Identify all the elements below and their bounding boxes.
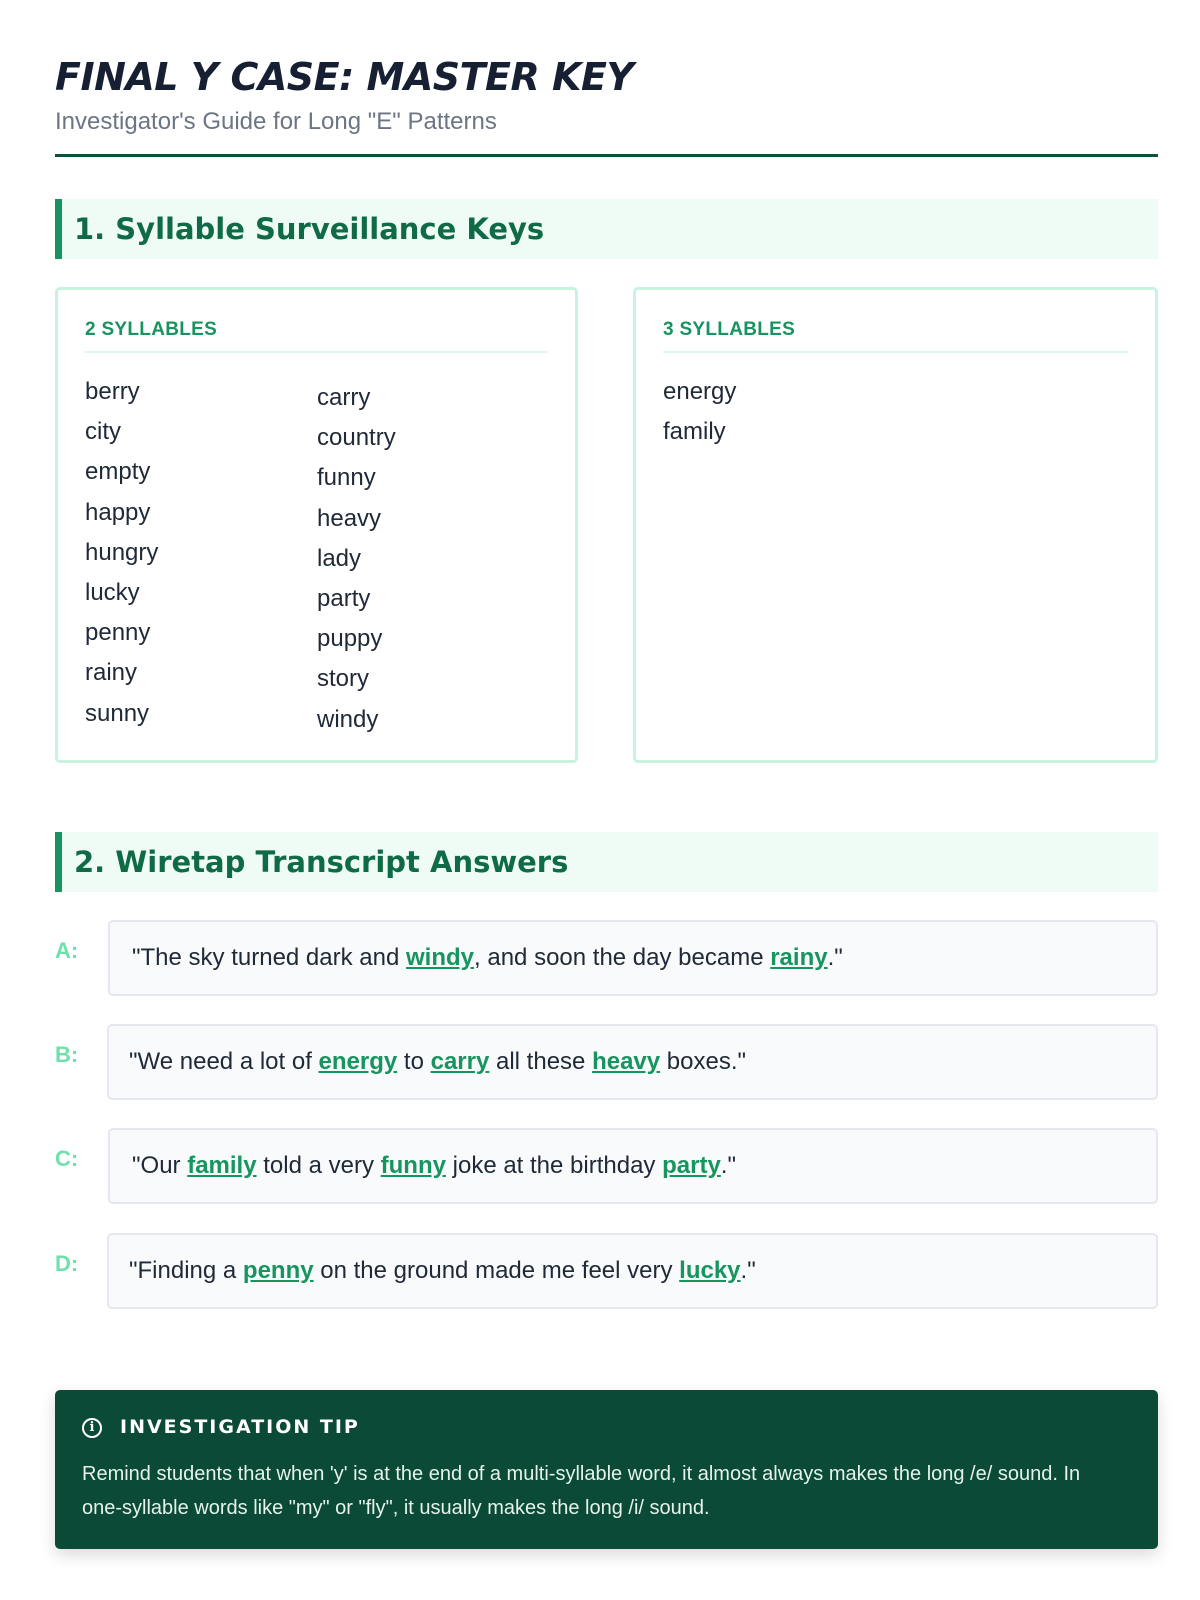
sentence-fragment: , and soon the day became — [474, 944, 771, 971]
sentence-text — [132, 1152, 736, 1180]
three-syllables-panel — [633, 287, 1158, 763]
sentence-fragment: ." — [720, 1152, 736, 1179]
word-item: story — [317, 665, 370, 693]
word-item: heavy — [317, 504, 382, 532]
sentence-fragment: joke at the birthday — [445, 1152, 663, 1179]
answer-letter: C: — [55, 1146, 79, 1171]
word-item: hungry — [85, 538, 159, 566]
answer-row-c — [55, 1128, 1158, 1206]
answer-row-a — [55, 920, 1158, 998]
tip-title: INVESTIGATION TIP — [120, 1416, 360, 1438]
answer-letter: D: — [55, 1251, 79, 1276]
answer-sentence — [108, 920, 1158, 996]
panel-divider — [85, 351, 548, 353]
sentence-fragment: ." — [827, 944, 843, 971]
word-item: puppy — [317, 625, 383, 653]
investigation-tip-box — [55, 1390, 1158, 1549]
word-column — [85, 378, 158, 740]
answer-keyword: carry — [430, 1048, 490, 1075]
word-item: empty — [85, 458, 151, 486]
two-syllables-panel — [55, 287, 578, 763]
word-item: windy — [317, 705, 379, 733]
answer-keyword: energy — [318, 1048, 398, 1075]
sentence-fragment: "Finding a — [129, 1257, 243, 1284]
word-item: carry — [317, 384, 371, 411]
section-heading-syllable-keys — [55, 199, 1158, 259]
word-item: happy — [85, 498, 151, 526]
answer-keyword: rainy — [770, 944, 828, 971]
sentence-fragment: on the ground made me feel very — [313, 1257, 680, 1284]
page-subtitle: Investigator's Guide for Long "E" Patterns — [55, 108, 497, 135]
section-heading-text: 1. Syllable Surveillance Keys — [74, 212, 545, 246]
answer-sentence — [107, 1233, 1158, 1309]
panel-divider — [663, 351, 1128, 353]
answer-keyword: heavy — [592, 1048, 661, 1075]
info-icon: i — [82, 1418, 102, 1438]
sentence-fragment: all these — [489, 1048, 593, 1075]
sentence-fragment: ." — [740, 1257, 756, 1284]
word-item: lucky — [85, 578, 140, 606]
sentence-fragment: told a very — [256, 1152, 381, 1179]
sentence-text — [132, 944, 843, 972]
word-item: family — [663, 418, 726, 446]
answer-letter: B: — [55, 1042, 79, 1067]
word-item: country — [317, 424, 396, 452]
word-item: lady — [317, 544, 362, 572]
sentence-fragment: boxes." — [660, 1048, 747, 1075]
page-title: FINAL Y CASE: MASTER KEY — [55, 55, 634, 99]
section-heading-wiretap-answers — [55, 832, 1158, 892]
answer-sentence — [108, 1128, 1158, 1204]
word-item: energy — [663, 378, 737, 405]
word-item: party — [317, 584, 371, 612]
tip-text: Remind students that when 'y' is at the end of a multi-syllable word, it almost always makes the long /e/ sound. In one-syllable words like "my" or "fly", it usually makes the long /i/ sound. — [82, 1463, 1081, 1519]
word-column — [317, 384, 396, 746]
word-item: rainy — [85, 659, 138, 687]
sentence-fragment: "Our — [132, 1152, 188, 1179]
header-divider — [55, 154, 1158, 157]
answer-keyword: funny — [380, 1152, 446, 1179]
sentence-text — [129, 1048, 746, 1076]
answer-row-d — [55, 1233, 1158, 1311]
word-item: city — [85, 418, 121, 446]
section-heading-text: 2. Wiretap Transcript Answers — [74, 845, 569, 879]
sentence-text — [129, 1257, 756, 1285]
answer-letter: A: — [55, 938, 79, 963]
three-syllables-label: 3 SYLLABLES — [663, 319, 796, 340]
answer-keyword: windy — [406, 944, 475, 971]
sentence-fragment: "We need a lot of — [129, 1048, 319, 1075]
answer-keyword: family — [187, 1152, 257, 1179]
answer-keyword: party — [662, 1152, 721, 1179]
word-item: sunny — [85, 699, 150, 727]
two-syllables-label: 2 SYLLABLES — [85, 319, 218, 340]
sentence-fragment: to — [397, 1048, 431, 1075]
word-item: penny — [85, 619, 151, 647]
answer-keyword: penny — [242, 1257, 314, 1284]
word-column — [663, 378, 736, 458]
sentence-fragment: "The sky turned dark and — [132, 944, 406, 971]
answer-row-b — [55, 1024, 1158, 1102]
word-item: berry — [85, 378, 140, 405]
word-item: funny — [317, 464, 376, 492]
answer-sentence — [107, 1024, 1158, 1100]
answer-keyword: lucky — [679, 1257, 741, 1284]
